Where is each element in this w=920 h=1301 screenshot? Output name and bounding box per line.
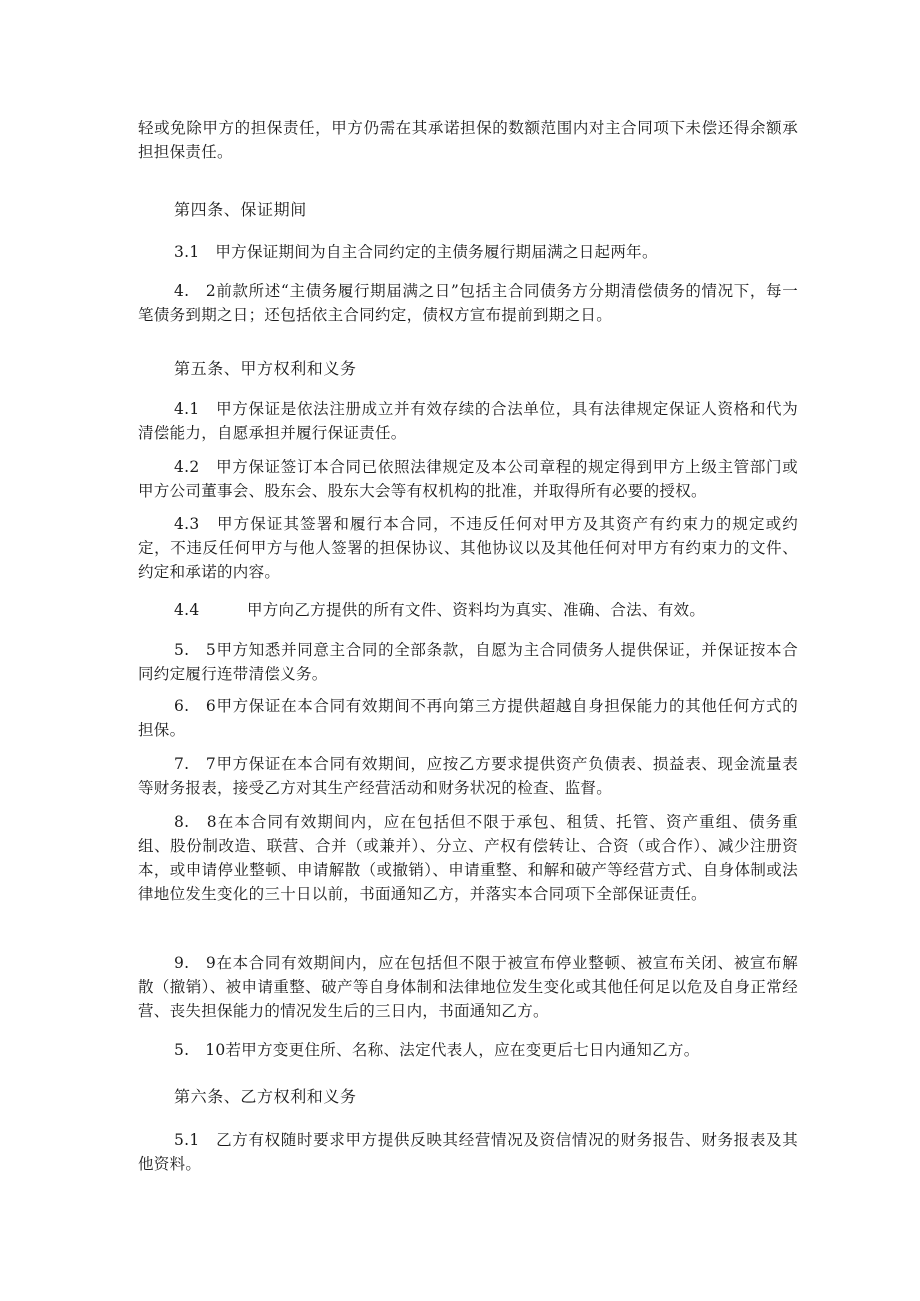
heading-article-4: 第四条、保证期间 bbox=[174, 200, 307, 219]
clause-7-7: 7. 7甲方保证在本合同有效期间，应按乙方要求提供资产负债表、损益表、现金流量表等财务报表，接受乙方对其生产经营活动和财务状况的检查、监督。 bbox=[138, 755, 798, 797]
heading-article-5: 第五条、甲方权利和义务 bbox=[174, 359, 357, 378]
clause-4-3: 4.3 甲方保证其签署和履行本合同，不违反任何对甲方及其资产有约束力的规定或约定，不违反任何甲方与他人签署的担保协议、其他协议以及其他任何对甲方有约束力的文件、约定和承诺的内容。 bbox=[138, 515, 798, 581]
clause-4-2: 4. 2前款所述“主债务履行期届满之日”包括主合同债务方分期清偿债务的情况下，每一笔债务到期之日；还包括依主合同约定，债权方宣布提前到期之日。 bbox=[138, 282, 798, 324]
clause-4-4: 4.4 甲方向乙方提供的所有文件、资料均为真实、准确、合法、有效。 bbox=[174, 601, 706, 619]
clause-4-2b: 4.2 甲方保证签订本合同已依照法律规定及本公司章程的规定得到甲方上级主管部门或甲方公司董事会、股东会、股东大会等有权机构的批准，并取得所有必要的授权。 bbox=[138, 458, 798, 500]
heading-article-6: 第六条、乙方权利和义务 bbox=[174, 1087, 357, 1106]
clause-5-10: 5. 10若甲方变更住所、名称、法定代表人，应在变更后七日内通知乙方。 bbox=[174, 1041, 700, 1059]
clause-4-1: 4.1 甲方保证是依法注册成立并有效存续的合法单位，具有法律规定保证人资格和代为清偿能力，自愿承担并履行保证责任。 bbox=[138, 400, 798, 442]
clause-5-5: 5. 5甲方知悉并同意主合同的全部条款，自愿为主合同债务人提供保证，并保证按本合同约定履行连带清偿义务。 bbox=[138, 641, 798, 683]
clause-8-8: 8. 8在本合同有效期间内，应在包括但不限于承包、租赁、托管、资产重组、债务重组、股份制改造、联营、合并（或兼并）、分立、产权有偿转让、合资（或合作）、减少注册资本，或申请停业整顿、申请解散（或撤销）、申请重整、和解和破产等经营方式、自身体制或法律地位发生变化的三十日以前，书面通知乙方，并落实本合同项下全部保证责任。 bbox=[138, 813, 798, 903]
clause-3-1: 3.1 甲方保证期间为自主合同约定的主债务履行期届满之日起两年。 bbox=[174, 243, 658, 261]
paragraph-guarantee-continuation: 轻或免除甲方的担保责任，甲方仍需在其承诺担保的数额范围内对主合同项下未偿还得余额承担担保责任。 bbox=[138, 119, 798, 161]
clause-9-9: 9. 9在本合同有效期间内，应在包括但不限于被宣布停业整顿、被宣布关闭、被宣布解散（撤销）、被申请重整、破产等自身体制和法律地位发生变化或其他任何足以危及自身正常经营、丧失担保能力的情况发生后的三日内，书面通知乙方。 bbox=[138, 954, 798, 1020]
clause-6-6: 6. 6甲方保证在本合同有效期间不再向第三方提供超越自身担保能力的其他任何方式的担保。 bbox=[138, 697, 798, 739]
clause-5-1: 5.1 乙方有权随时要求甲方提供反映其经营情况及资信情况的财务报告、财务报表及其他资料。 bbox=[138, 1131, 798, 1173]
